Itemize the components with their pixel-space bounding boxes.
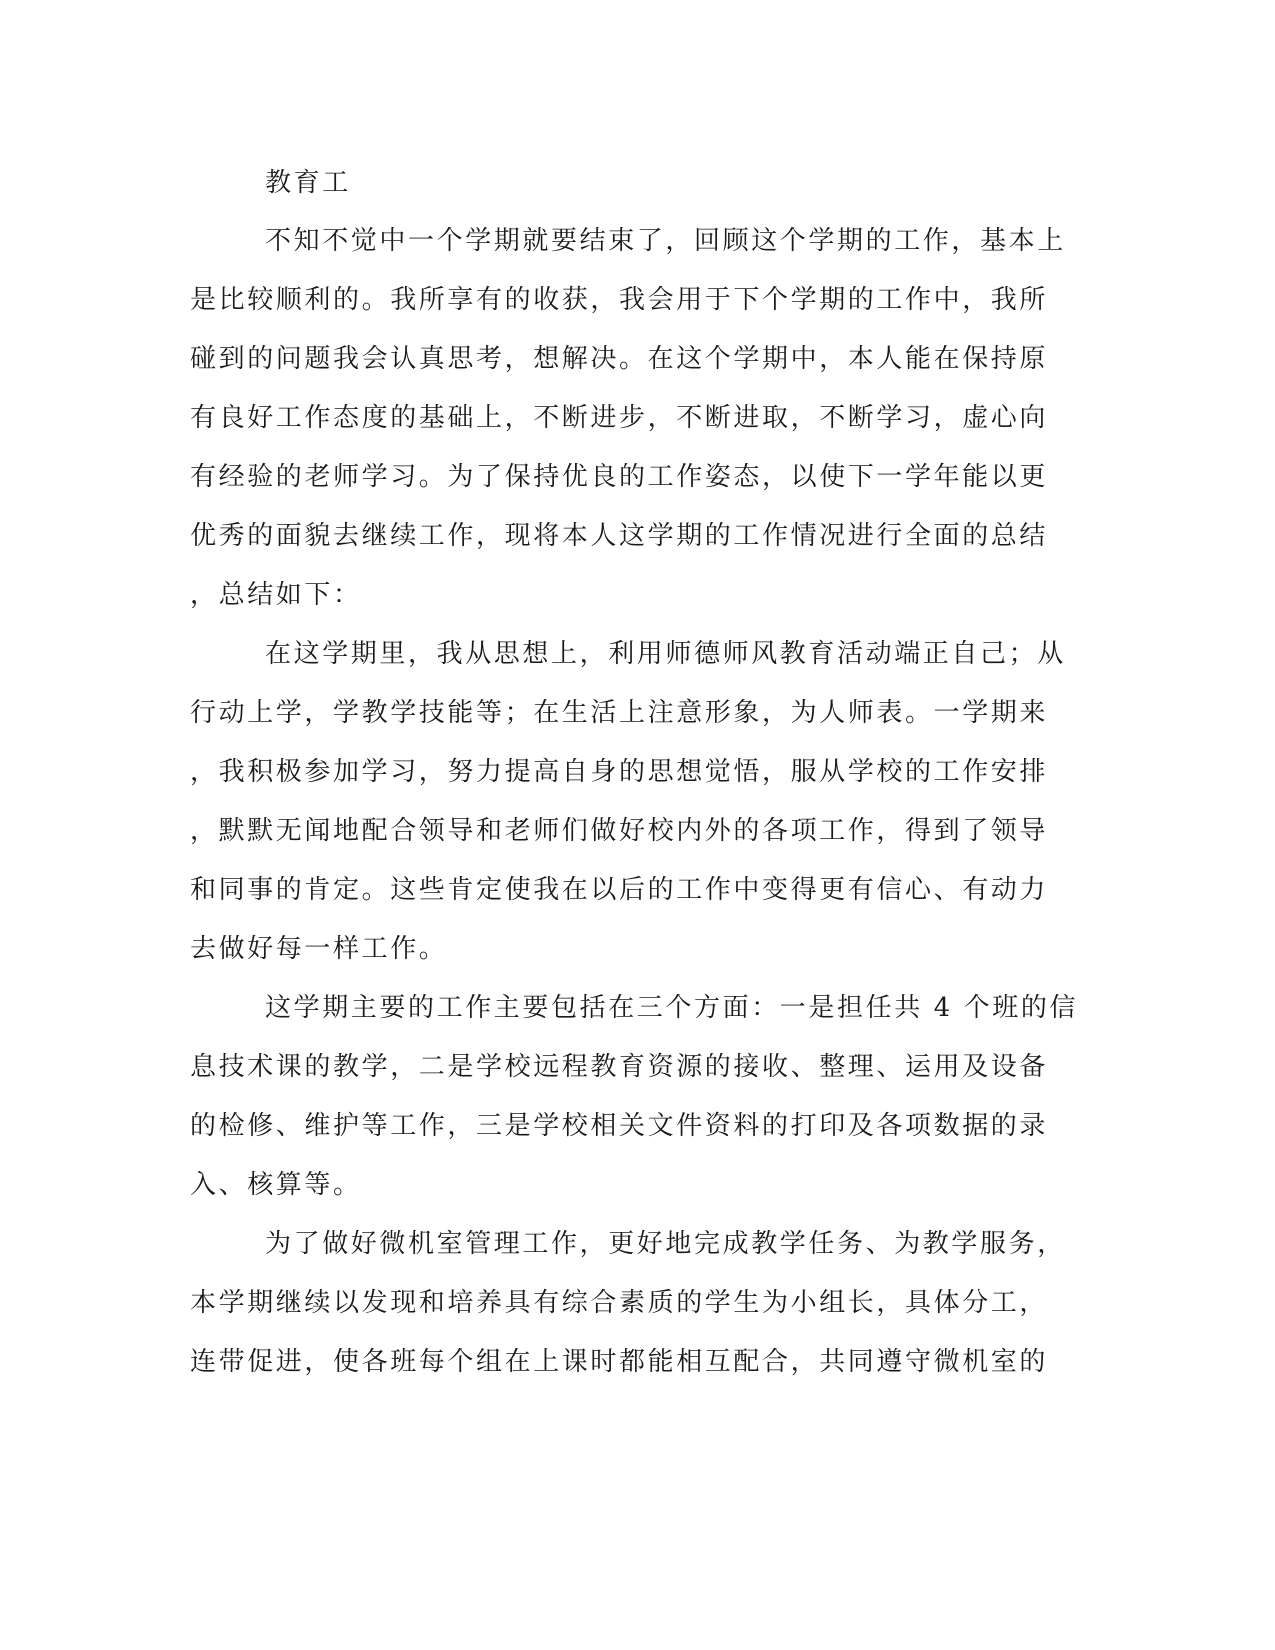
paragraph-4-line-1: 为了做好微机室管理工作，更好地完成教学任务、为教学服务，	[265, 1229, 1066, 1259]
paragraph-2-line-3: ，我积极参加学习，努力提高自身的思想觉悟，服从学校的工作安排	[190, 757, 1049, 787]
paragraph-4-line-2: 本学期继续以发现和培养具有综合素质的学生为小组长，具体分工，	[190, 1288, 1049, 1318]
paragraph-2-line-5: 和同事的肯定。这些肯定使我在以后的工作中变得更有信心、有动力	[190, 875, 1049, 905]
paragraph-2-line-2: 行动上学，学教学技能等；在生活上注意形象，为人师表。一学期来	[190, 698, 1049, 728]
paragraph-2-line-1: 在这学期里，我从思想上，利用师德师风教育活动端正自己；从	[265, 639, 1066, 669]
paragraph-1-line-2: 是比较顺利的。我所享有的收获，我会用于下个学期的工作中，我所	[190, 285, 1049, 315]
paragraph-1-line-3: 碰到的问题我会认真思考，想解决。在这个学期中，本人能在保持原	[190, 344, 1049, 374]
paragraph-1-line-6: 优秀的面貌去继续工作，现将本人这学期的工作情况进行全面的总结	[190, 521, 1049, 551]
paragraph-3-line-2: 息技术课的教学，二是学校远程教育资源的接收、整理、运用及设备	[190, 1052, 1049, 1082]
paragraph-1-line-1: 不知不觉中一个学期就要结束了，回顾这个学期的工作，基本上	[265, 226, 1066, 256]
paragraph-4-line-3: 连带促进，使各班每个组在上课时都能相互配合，共同遵守微机室的	[190, 1347, 1049, 1377]
paragraph-1-line-5: 有经验的老师学习。为了保持优良的工作姿态，以使下一学年能以更	[190, 462, 1049, 492]
paragraph-2-line-4: ，默默无闻地配合领导和老师们做好校内外的各项工作，得到了领导	[190, 816, 1049, 846]
paragraph-3-line-4: 入、核算等。	[190, 1170, 362, 1200]
paragraph-3-line-1: 这学期主要的工作主要包括在三个方面：一是担任共 4 个班的信	[265, 993, 1079, 1023]
paragraph-1-line-7: ，总结如下：	[190, 580, 362, 610]
paragraph-3-line-3: 的检修、维护等工作，三是学校相关文件资料的打印及各项数据的录	[190, 1111, 1049, 1141]
heading-line: 教育工	[265, 168, 351, 198]
paragraph-2-line-6: 去做好每一样工作。	[190, 934, 448, 964]
paragraph-1-line-4: 有良好工作态度的基础上，不断进步，不断进取，不断学习，虚心向	[190, 403, 1049, 433]
